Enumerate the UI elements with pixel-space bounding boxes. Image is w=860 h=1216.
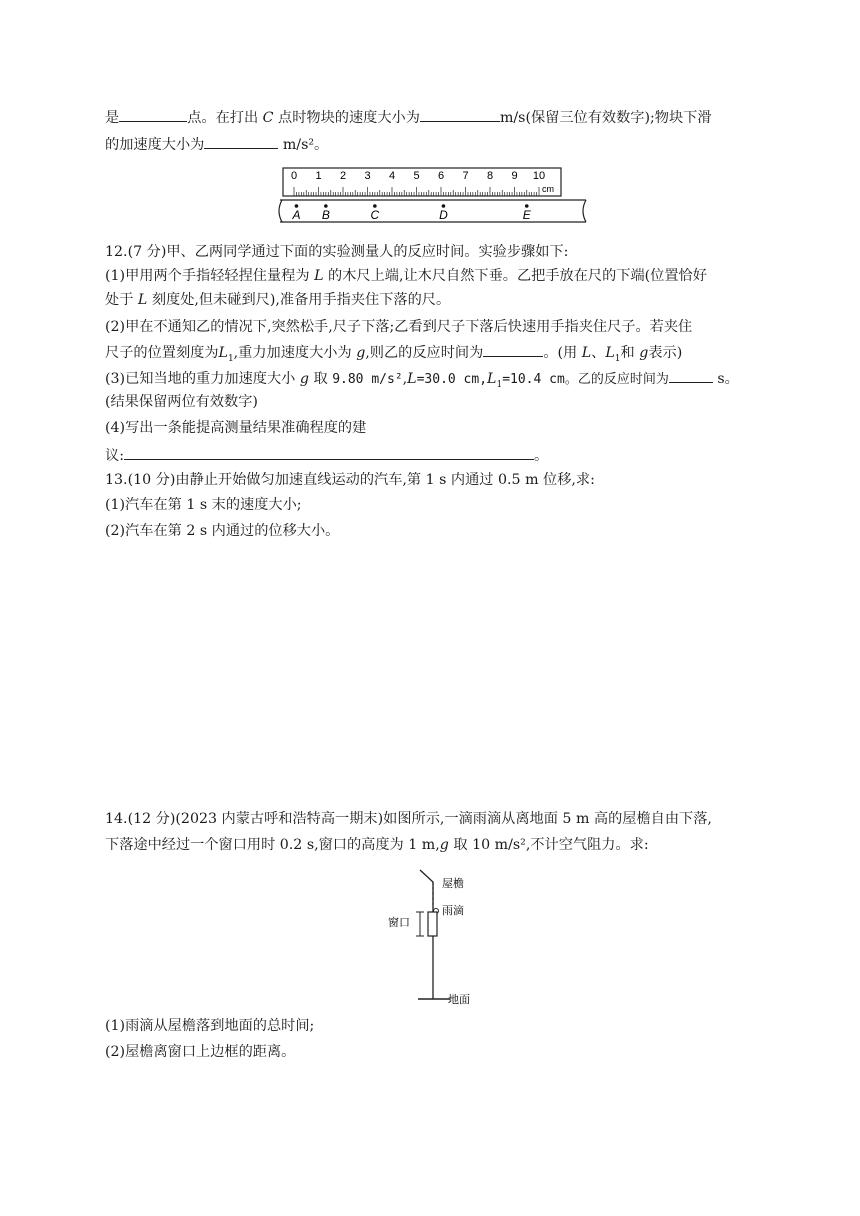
- tape-point-label: D: [439, 208, 448, 222]
- q12-text: 议:: [105, 448, 124, 464]
- var-L1: L: [218, 345, 228, 361]
- L1-value: =10.4 cm。乙的反应时间为: [502, 372, 669, 387]
- window-rect: [428, 912, 437, 936]
- q14-text: 下落途中经过一个窗口用时 0.2 s,窗口的高度为 1 m,: [105, 837, 440, 853]
- q12-step1-line1: [105, 266, 707, 286]
- q12-text: 刻度处,但未碰到尺),准备用手指夹住下落的尺。: [151, 292, 451, 308]
- q14-part-2: (2)屋檐离窗口上边框的距离。: [105, 1044, 296, 1060]
- var-L: L: [581, 345, 592, 361]
- tape-point-label: B: [321, 208, 330, 222]
- q11-line-2: [105, 133, 328, 155]
- q12-header: 12.(7 分)甲、乙两同学通过下面的实验测量人的反应时间。实验步骤如下:: [105, 244, 569, 260]
- ruler-number: 10: [532, 170, 546, 182]
- q11-text: m/s(保留三位有效数字);物块下滑: [499, 110, 712, 126]
- answer-blank-4[interactable]: [483, 341, 543, 357]
- answer-blank-5[interactable]: [669, 367, 713, 383]
- ruler-number: 6: [437, 170, 445, 182]
- q11-text: 是: [105, 110, 120, 126]
- q11-line-1: [105, 106, 712, 128]
- q12-text: 取: [313, 371, 328, 387]
- ruler-number: 4: [388, 170, 396, 182]
- tape-end-curve: [279, 200, 282, 222]
- g-value: 9.80 m/s²: [332, 372, 403, 387]
- q14-header: 14.(12 分)(2023 内蒙古呼和浩特高一期末)如图所示,一滴雨滴从离地面 5 m 高的屋檐自由下落,: [105, 811, 712, 827]
- tape-end-curve-right: [583, 200, 586, 222]
- q13-part-1: (1)汽车在第 1 s 末的速度大小;: [105, 497, 302, 513]
- q12-step4-line1: (4)写出一条能提高测量结果准确程度的建: [105, 420, 367, 436]
- q12-text: 处于: [105, 292, 134, 308]
- q11-text: 的加速度大小为: [105, 137, 205, 153]
- q12-text: 的木尺上端,让木尺自然下垂。乙把手放在尺的下端(位置恰好: [328, 268, 707, 284]
- ruler-unit: cm: [542, 184, 554, 194]
- ruler-numbers: [291, 170, 545, 182]
- var-g: g: [639, 345, 649, 361]
- q13-header: 13.(10 分)由静止开始做匀加速直线运动的汽车,第 1 s 内通过 0.5 m 位移,求:: [105, 472, 595, 488]
- answer-blank-2[interactable]: [420, 106, 500, 122]
- q12-text: (3)已知当地的重力加速度大小: [105, 371, 296, 387]
- q12-text: 。(用: [543, 345, 578, 361]
- answer-blank-3[interactable]: [204, 133, 278, 149]
- q12-text: 和: [620, 345, 635, 361]
- ruler-number: 8: [486, 170, 494, 182]
- var-L1: L: [487, 371, 497, 387]
- window-height-bracket: [416, 912, 424, 936]
- q12-step2-line1: (2)甲在不通知乙的情况下,突然松手,尺子下落;乙看到尺子下落后快速用手指夹住尺子。若夹住: [105, 319, 693, 335]
- q12-text: 表示): [648, 345, 683, 361]
- q11-text: m/s²。: [282, 137, 329, 153]
- q12-step2-line2: 尺子的位置刻度为$L_1$,重力加速度大小为 g,则乙的反应时间为 。(用 L、$L_1$和 g表示): [105, 341, 682, 369]
- q12-step1-line2: [105, 290, 450, 310]
- point-c-label: C: [262, 110, 274, 126]
- ruler-body: [283, 168, 561, 196]
- L-value: =30.0 cm,: [416, 372, 488, 387]
- q12-text: 。: [533, 448, 549, 464]
- q13-part-2: (2)汽车在第 2 s 内通过的位移大小。: [105, 523, 340, 539]
- raindrop-label: 雨滴: [442, 905, 464, 917]
- raindrop-figure: [380, 866, 490, 1008]
- ruler-number: 1: [315, 170, 322, 182]
- ruler-number: 9: [511, 170, 518, 182]
- q12-step3-line1: (3)已知当地的重力加速度大小 g 取 9.80 m/s²,L=30.0 $cm,L_1=10.4$ cm。乙的反应时间为 s。: [105, 367, 739, 395]
- q12-text: ,重力加速度大小为: [233, 345, 352, 361]
- var-g: g: [299, 371, 309, 387]
- answer-blank-6[interactable]: [124, 444, 534, 460]
- ruler-number: 3: [364, 170, 371, 182]
- ruler-number: 0: [290, 170, 298, 182]
- q11-text: 点时物块的速度大小为: [278, 110, 420, 126]
- tape-point-label: C: [370, 208, 380, 222]
- q12-step4-line2: [105, 444, 548, 466]
- var-L: L: [314, 268, 324, 284]
- var-L: L: [407, 371, 417, 387]
- q12-text: s。: [717, 371, 739, 387]
- q12-text: 尺子的位置刻度为: [105, 345, 219, 361]
- var-L1: L: [605, 345, 615, 361]
- ruler-figure: [274, 164, 590, 228]
- var-L: L: [137, 292, 148, 308]
- ruler-number: 7: [462, 170, 469, 182]
- ruler-ticks: [294, 187, 539, 196]
- q14-part-1: (1)雨滴从屋檐落到地面的总时间;: [105, 1018, 315, 1034]
- answer-blank-1[interactable]: [119, 106, 187, 122]
- q12-text: ,则乙的反应时间为: [365, 345, 484, 361]
- var-g: g: [356, 345, 366, 361]
- tape-point-label: A: [292, 208, 301, 222]
- q14-text: 取 10 m/s²,不计空气阻力。求:: [453, 837, 649, 853]
- q12-text: (1)甲用两个手指轻轻捏住量程为: [105, 268, 310, 284]
- q14-line-2: [105, 835, 649, 855]
- tape-points: [291, 204, 531, 222]
- ruler-number: 2: [339, 170, 347, 182]
- eave-label: 屋檐: [442, 878, 464, 890]
- q12-step3-note: (结果保留两位有效数字): [105, 394, 258, 410]
- var-g: g: [439, 837, 449, 853]
- ruler-number: 5: [413, 170, 420, 182]
- window-label: 窗口: [388, 917, 410, 929]
- ground-label: 地面: [448, 994, 470, 1006]
- q11-text: 点。在打出: [187, 110, 259, 126]
- tape-point-label: E: [522, 208, 531, 222]
